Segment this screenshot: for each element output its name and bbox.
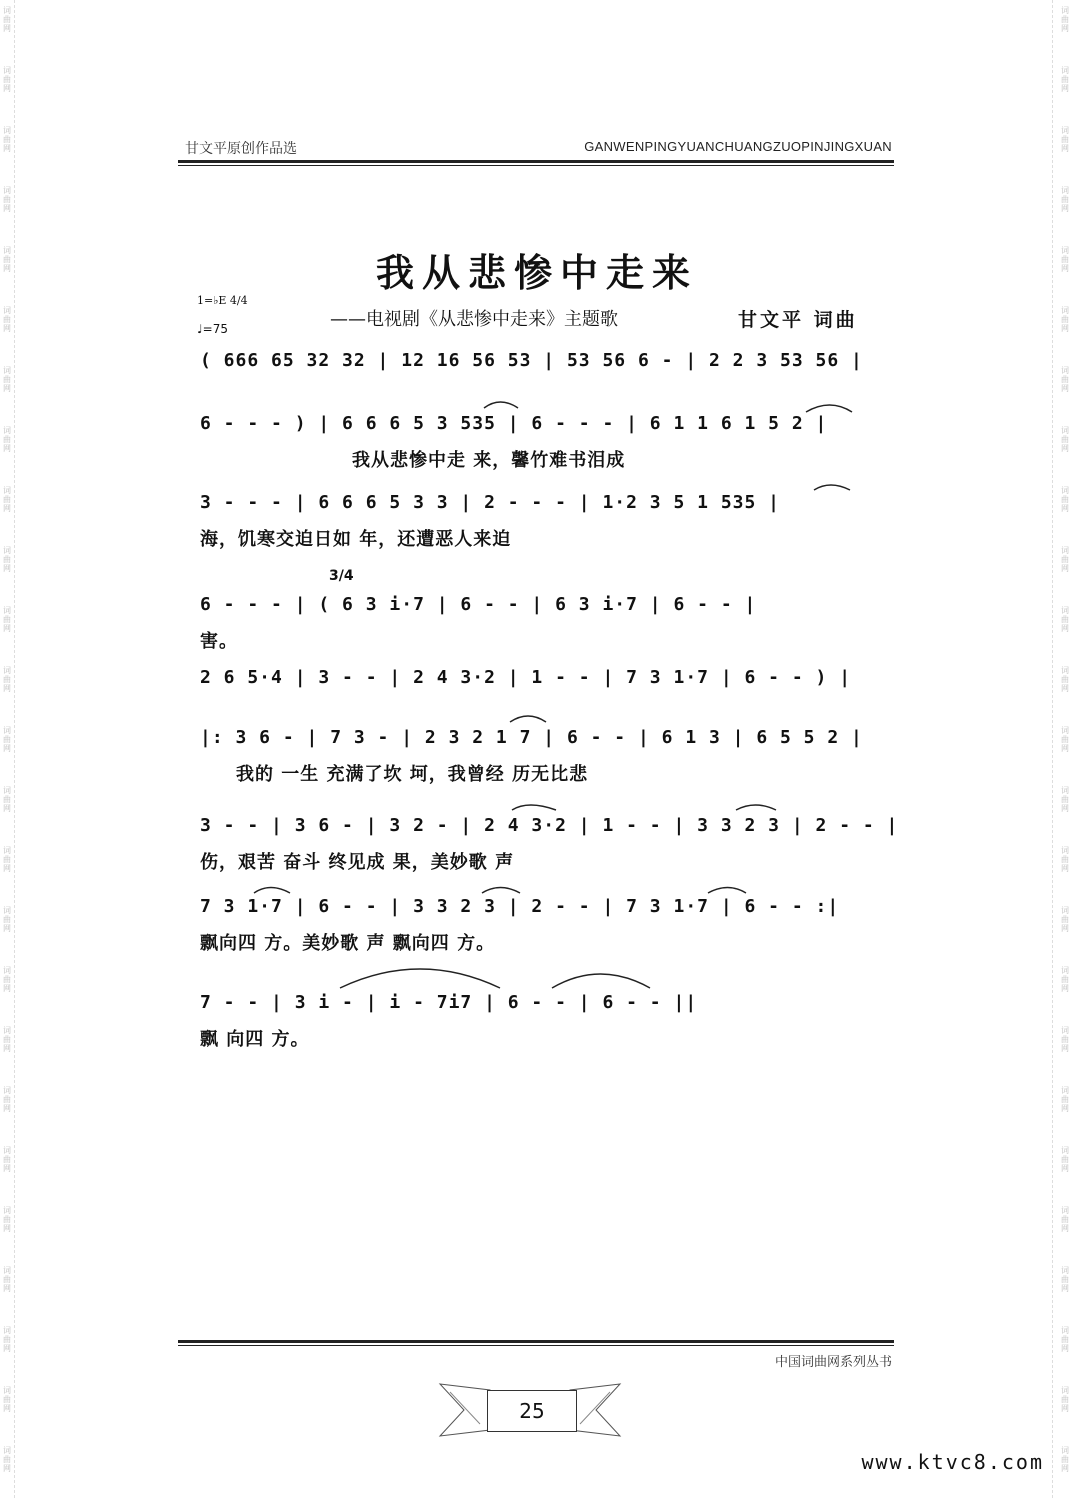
watermark-text: 词 曲 网 — [1061, 1266, 1069, 1293]
header-left-title: 甘文平原创作品选 — [185, 141, 297, 157]
score-notes: 3 - - | 3 6 - | 3 2 - | 2 4 3·2 | 1 - - | 3 3 2 3 | 2 - - | — [200, 815, 899, 836]
song-author: 甘文平 词曲 — [738, 309, 858, 331]
watermark-text: 词 曲 网 — [3, 1266, 11, 1293]
watermark-text: 词 曲 网 — [3, 1026, 11, 1053]
key-signature: 1=♭E 4/4 — [197, 294, 248, 307]
watermark-text: 词 曲 网 — [3, 726, 11, 753]
watermark-text: 词 曲 网 — [3, 426, 11, 453]
score-lyrics: 伤，艰苦 奋斗 终见成 果，美妙歌 声 — [200, 852, 515, 873]
slur — [510, 716, 546, 722]
watermark-text: 词 曲 网 — [3, 126, 11, 153]
score-lyrics: 害。 — [200, 631, 238, 652]
watermark-text: 词 曲 网 — [3, 846, 11, 873]
watermark-text: 词 曲 网 — [1061, 186, 1069, 213]
score-notes: 3 - - - | 6 6 6 5 3 3 | 2 - - - | 1·2 3 5 1 535 | — [200, 492, 781, 513]
watermark-text: 词 曲 网 — [1061, 666, 1069, 693]
score-lyrics: 我的 一生 充满了坎 坷，我曾经 历无比悲 — [236, 764, 589, 785]
watermark-text: 词 曲 网 — [1061, 846, 1069, 873]
watermark-text: 词 曲 网 — [1061, 126, 1069, 153]
slur — [512, 805, 556, 810]
slur — [482, 888, 520, 894]
score-notes: 2 6 5·4 | 3 - - | 2 4 3·2 | 1 - - | 7 3 1·7 | 6 - - ) | — [200, 667, 852, 688]
score-lyrics: 我从悲惨中走 来，馨竹难书泪成 — [352, 450, 626, 471]
watermark-text: 词 曲 网 — [3, 246, 11, 273]
footer-rule-thin — [178, 1345, 894, 1346]
watermark-text: 词 曲 网 — [3, 66, 11, 93]
score-notes: 6 - - - | ( 6 3 i·7 | 6 - - | 6 3 i·7 | 6 - - | — [200, 594, 757, 615]
watermark-text: 词 曲 网 — [3, 1086, 11, 1113]
watermark-text: 词 曲 网 — [1061, 486, 1069, 513]
watermark-text: 词 曲 网 — [3, 786, 11, 813]
watermark-text: 词 曲 网 — [3, 1326, 11, 1353]
watermark-text: 词 曲 网 — [3, 1206, 11, 1233]
score-notes: ( 666 65 32 32 | 12 16 56 53 | 53 56 6 - | 2 2 3 53 56 | — [200, 350, 863, 371]
watermark-text: 词 曲 网 — [1061, 426, 1069, 453]
watermark-text: 词 曲 网 — [3, 1146, 11, 1173]
watermark-text: 词 曲 网 — [3, 1386, 11, 1413]
footer-rule — [178, 1340, 894, 1343]
watermark-text: 词 曲 网 — [3, 606, 11, 633]
song-subtitle: ——电视剧《从悲惨中走来》主题歌 — [330, 309, 618, 330]
slur — [708, 888, 746, 894]
slur — [736, 805, 776, 810]
watermark-text: 词 曲 网 — [3, 546, 11, 573]
watermark-text: 词 曲 网 — [1061, 246, 1069, 273]
watermark-text: 词 曲 网 — [1061, 66, 1069, 93]
score-notes: 6 - - - ) | 6 6 6 5 3 535 | 6 - - - | 6 1 1 6 1 5 2 | — [200, 413, 828, 434]
watermark-text: 词 曲 网 — [1061, 366, 1069, 393]
watermark-text: 词 曲 网 — [3, 186, 11, 213]
score-lyrics: 飘 向四 方。 — [200, 1029, 310, 1050]
watermark-text: 词 曲 网 — [3, 366, 11, 393]
score-notes: 7 3 1·7 | 6 - - | 3 3 2 3 | 2 - - | 7 3 1·7 | 6 - - :| — [200, 896, 840, 917]
tempo-mark: ♩=75 — [197, 322, 228, 336]
watermark-text: 词 曲 网 — [1061, 1446, 1069, 1473]
slur — [552, 974, 650, 988]
watermark-text: 词 曲 网 — [1061, 1386, 1069, 1413]
watermark-text: 词 曲 网 — [1061, 1086, 1069, 1113]
slur — [254, 888, 290, 894]
page-number: 25 — [487, 1390, 577, 1432]
score-lyrics: 飘向四 方。美妙歌 声 飘向四 方。 — [200, 933, 496, 954]
watermark-text: 词 曲 网 — [1061, 606, 1069, 633]
watermark-text: 词 曲 网 — [1061, 906, 1069, 933]
watermark-text: 词 曲 网 — [1061, 1026, 1069, 1053]
score-lyrics: 海，饥寒交迫日如 年，还遭恶人来迫 — [200, 529, 512, 550]
meter-change: 3/4 — [329, 568, 354, 584]
watermark-text: 词 曲 网 — [1061, 1326, 1069, 1353]
watermark-text: 词 曲 网 — [1061, 966, 1069, 993]
slur — [484, 402, 518, 408]
slur — [814, 485, 850, 490]
header-right-title: GANWENPINGYUANCHUANGZUOPINJINGXUAN — [584, 139, 892, 154]
score-notes: 7 - - | 3 i - | i - 7i7 | 6 - - | 6 - - || — [200, 992, 698, 1013]
watermark-text: 词 曲 网 — [1061, 546, 1069, 573]
watermark-text: 词 曲 网 — [1061, 306, 1069, 333]
watermark-text: 词 曲 网 — [3, 6, 11, 33]
footer-series: 中国词曲网系列丛书 — [774, 1355, 892, 1370]
slur — [340, 969, 500, 988]
song-title: 我从悲惨中走来 — [375, 250, 698, 295]
watermark-text: 词 曲 网 — [3, 1446, 11, 1473]
watermark-text: 词 曲 网 — [1061, 726, 1069, 753]
watermark-text: 词 曲 网 — [1061, 6, 1069, 33]
watermark-text: 词 曲 网 — [3, 306, 11, 333]
watermark-text: 词 曲 网 — [1061, 786, 1069, 813]
watermark-text: 词 曲 网 — [3, 906, 11, 933]
score-notes: |: 3 6 - | 7 3 - | 2 3 2 1 7 | 6 - - | 6 1 3 | 6 5 5 2 | — [200, 727, 863, 748]
site-watermark: www.ktvc8.com — [861, 1450, 1044, 1474]
watermark-text: 词 曲 网 — [1061, 1206, 1069, 1233]
watermark-text: 词 曲 网 — [3, 966, 11, 993]
watermark-text: 词 曲 网 — [3, 486, 11, 513]
watermark-text: 词 曲 网 — [3, 666, 11, 693]
slur — [806, 405, 852, 412]
watermark-text: 词 曲 网 — [1061, 1146, 1069, 1173]
